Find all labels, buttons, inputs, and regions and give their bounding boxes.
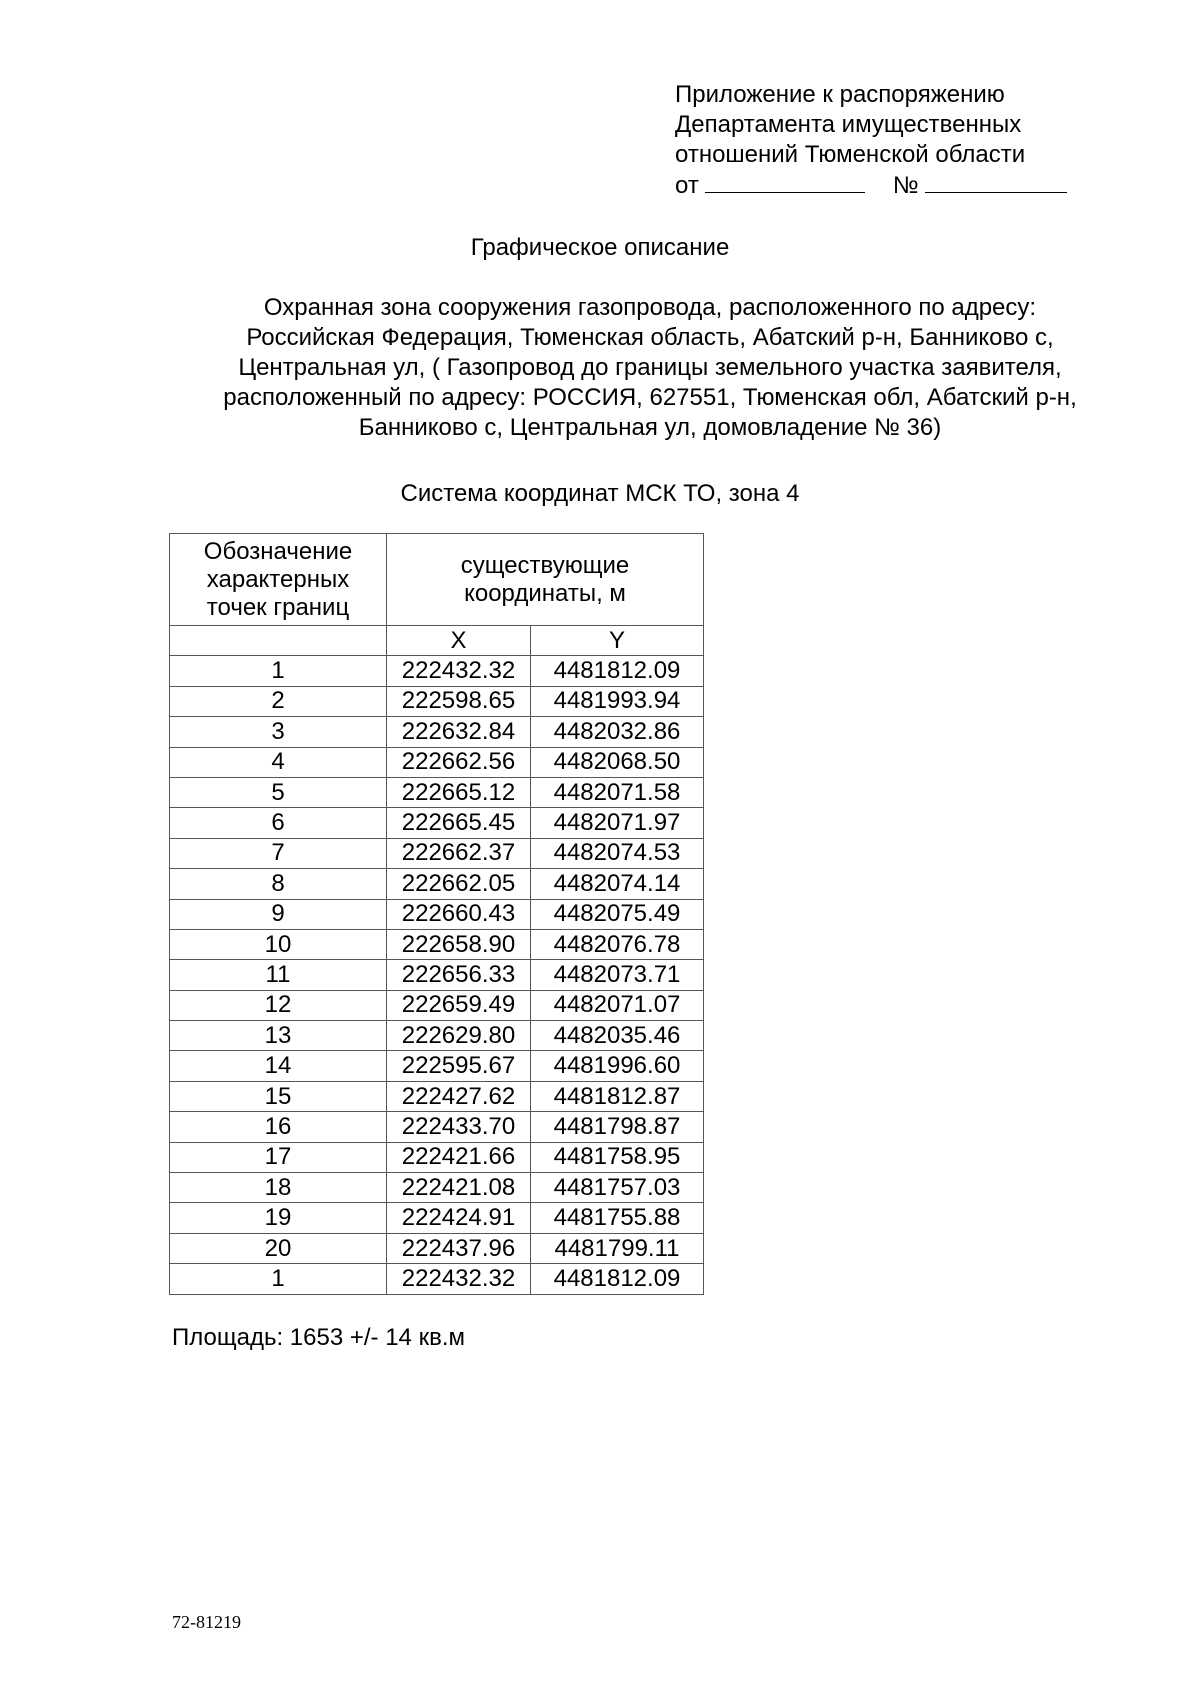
- table-row: [170, 808, 704, 838]
- table-row: [170, 838, 704, 868]
- table-row: [170, 1233, 704, 1263]
- number-blank: [925, 170, 1067, 193]
- y-cell: 4482076.78: [531, 929, 704, 959]
- x-cell: 222660.43: [387, 899, 531, 929]
- coordinate-system: Система координат МСК ТО, зона 4: [400, 480, 800, 507]
- x-cell: 222662.05: [387, 869, 531, 899]
- y-cell: 4481798.87: [531, 1112, 704, 1142]
- table-header-row: [170, 534, 704, 626]
- appendix-line: Приложение к распоряжению: [675, 81, 1005, 108]
- x-cell: 222665.45: [387, 808, 531, 838]
- point-cell: 2: [170, 686, 387, 716]
- header-coords-line: существующие: [460, 551, 630, 579]
- table-row: [170, 1142, 704, 1172]
- y-cell: 4482074.53: [531, 838, 704, 868]
- y-cell: 4481799.11: [531, 1233, 704, 1263]
- point-cell: 16: [170, 1112, 387, 1142]
- x-cell: 222433.70: [387, 1112, 531, 1142]
- zone-description: [150, 293, 1150, 443]
- y-cell: 4481757.03: [531, 1173, 704, 1203]
- y-cell: 4482071.07: [531, 990, 704, 1020]
- x-cell: 222421.66: [387, 1142, 531, 1172]
- description-line: Охранная зона сооружения газопровода, расположенного по адресу:: [263, 294, 1037, 321]
- y-cell: 4481993.94: [531, 686, 704, 716]
- appendix-header: [675, 80, 1135, 201]
- table-row: [170, 1081, 704, 1111]
- area-value: Площадь: 1653 +/- 14 кв.м: [172, 1324, 465, 1351]
- x-cell: 222432.32: [387, 1264, 531, 1294]
- table-row: [170, 777, 704, 807]
- point-cell: 17: [170, 1142, 387, 1172]
- x-cell: 222424.91: [387, 1203, 531, 1233]
- point-cell: 9: [170, 899, 387, 929]
- point-cell: 15: [170, 1081, 387, 1111]
- point-cell: 20: [170, 1233, 387, 1263]
- y-cell: 4482032.86: [531, 717, 704, 747]
- number-sign: №: [892, 172, 919, 199]
- point-cell: 18: [170, 1173, 387, 1203]
- y-cell: 4482071.97: [531, 808, 704, 838]
- table-row: [170, 686, 704, 716]
- table-row: [170, 869, 704, 899]
- table-row: [170, 960, 704, 990]
- table-row: [170, 899, 704, 929]
- coordinates-table: [169, 533, 704, 1295]
- point-cell: 8: [170, 869, 387, 899]
- header-coords-line: координаты, м: [464, 579, 626, 607]
- point-cell: 14: [170, 1051, 387, 1081]
- point-cell: 6: [170, 808, 387, 838]
- y-cell: 4482068.50: [531, 747, 704, 777]
- point-cell: 11: [170, 960, 387, 990]
- x-cell: 222432.32: [387, 656, 531, 686]
- subheader-empty: [170, 626, 387, 656]
- x-cell: 222629.80: [387, 1021, 531, 1051]
- point-cell: 12: [170, 990, 387, 1020]
- date-prefix: от: [675, 172, 699, 199]
- point-cell: 5: [170, 777, 387, 807]
- description-line: Центральная ул, ( Газопровод до границы земельного участка заявителя,: [238, 354, 1062, 381]
- x-cell: 222595.67: [387, 1051, 531, 1081]
- y-cell: 4482071.58: [531, 777, 704, 807]
- table-row: [170, 1112, 704, 1142]
- point-cell: 19: [170, 1203, 387, 1233]
- table-row: [170, 656, 704, 686]
- y-cell: 4482073.71: [531, 960, 704, 990]
- header-points-line: Обозначение: [203, 537, 353, 565]
- table-row: [170, 747, 704, 777]
- y-cell: 4481812.09: [531, 1264, 704, 1294]
- point-cell: 10: [170, 929, 387, 959]
- x-cell: 222437.96: [387, 1233, 531, 1263]
- x-cell: 222421.08: [387, 1173, 531, 1203]
- point-cell: 3: [170, 717, 387, 747]
- point-cell: 1: [170, 656, 387, 686]
- header-x: X: [387, 626, 531, 656]
- description-line: расположенный по адресу: РОССИЯ, 627551, Тюменская обл, Абатский р-н,: [223, 384, 1077, 411]
- y-cell: 4481996.60: [531, 1051, 704, 1081]
- header-points-line: точек границ: [206, 593, 350, 621]
- y-cell: 4482074.14: [531, 869, 704, 899]
- description-line: Банниково с, Центральная ул, домовладение № 36): [358, 414, 942, 441]
- x-cell: 222427.62: [387, 1081, 531, 1111]
- x-cell: 222659.49: [387, 990, 531, 1020]
- table-row: [170, 1264, 704, 1294]
- table-row: [170, 929, 704, 959]
- y-cell: 4481758.95: [531, 1142, 704, 1172]
- x-cell: 222598.65: [387, 686, 531, 716]
- y-cell: 4482075.49: [531, 899, 704, 929]
- x-cell: 222656.33: [387, 960, 531, 990]
- appendix-line: отношений Тюменской области: [675, 141, 1026, 168]
- table-row: [170, 1203, 704, 1233]
- table-row: [170, 990, 704, 1020]
- date-number-line: [675, 170, 1135, 201]
- table-subheader-row: [170, 626, 704, 656]
- point-cell: 4: [170, 747, 387, 777]
- table-row: [170, 1173, 704, 1203]
- table-row: [170, 1051, 704, 1081]
- y-cell: 4481812.09: [531, 656, 704, 686]
- header-coordinates: [387, 534, 704, 626]
- y-cell: 4481812.87: [531, 1081, 704, 1111]
- y-cell: 4481755.88: [531, 1203, 704, 1233]
- header-y: Y: [531, 626, 704, 656]
- header-points-line: характерных: [206, 565, 350, 593]
- x-cell: 222632.84: [387, 717, 531, 747]
- point-cell: 13: [170, 1021, 387, 1051]
- table-row: [170, 717, 704, 747]
- x-cell: 222662.37: [387, 838, 531, 868]
- point-cell: 7: [170, 838, 387, 868]
- document-number: 72-81219: [172, 1612, 241, 1632]
- table-row: [170, 1021, 704, 1051]
- description-line: Российская Федерация, Тюменская область, Абатский р-н, Банниково с,: [246, 324, 1054, 351]
- x-cell: 222662.56: [387, 747, 531, 777]
- header-points: [170, 534, 387, 626]
- y-cell: 4482035.46: [531, 1021, 704, 1051]
- appendix-line: Департамента имущественных: [675, 111, 1022, 138]
- date-blank: [705, 170, 865, 193]
- document-title: Графическое описание: [470, 234, 730, 261]
- x-cell: 222665.12: [387, 777, 531, 807]
- x-cell: 222658.90: [387, 929, 531, 959]
- point-cell: 1: [170, 1264, 387, 1294]
